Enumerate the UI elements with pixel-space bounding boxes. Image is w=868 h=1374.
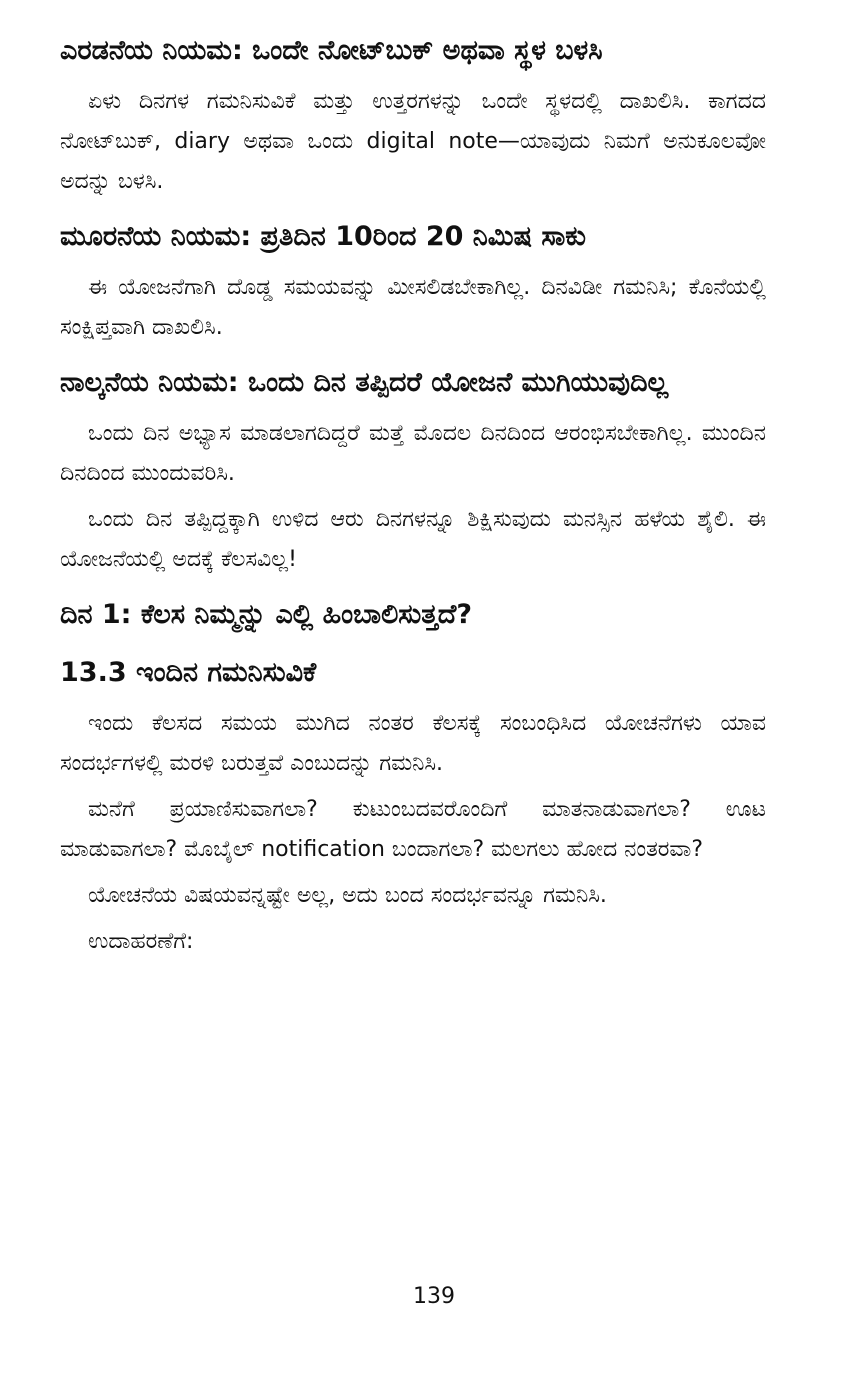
section-13-3 xyxy=(60,650,766,962)
section-heading: ದಿನ 1: ಕೆಲಸ ನಿಮ್ಮನ್ನು ಎಲ್ಲಿ ಹಿಂಬಾಲಿಸುತ್ತದೆ? xyxy=(60,599,472,630)
section-heading: 13.3 ಇಂದಿನ ಗಮನಿಸುವಿಕೆ xyxy=(60,657,317,688)
page-content xyxy=(60,28,766,974)
section-rule-four xyxy=(60,360,766,580)
paragraph: ಈ ಯೋಜನೆಗಾಗಿ ದೊಡ್ಡ ಸಮಯವನ್ನು ಮೀಸಲಿಡಬೇಕಾಗಿಲ್ಲ. ದಿನವಿಡೀ ಗಮನಿಸಿ; ಕೊನೆಯಲ್ಲಿ ಸಂಕ್ಷಿಪ್ತವಾಗಿ ದಾಖಲಿಸಿ. xyxy=(60,275,766,340)
paragraph: ಉದಾಹರಣೆಗೆ: xyxy=(88,929,194,954)
section-rule-two xyxy=(60,28,766,202)
paragraph: ಮನೆಗೆ ಪ್ರಯಾಣಿಸುವಾಗಲಾ? ಕುಟುಂಬದವರೊಂದಿಗೆ ಮಾತನಾಡುವಾಗಲಾ? ಊಟ ಮಾಡುವಾಗಲಾ? ಮೊಬೈಲ್ notification ಬಂದಾಗಲಾ? ಮಲಗಲು ಹೋದ ನಂತರವಾ? xyxy=(60,797,766,862)
paragraph: ಯೋಚನೆಯ ವಿಷಯವನ್ನಷ್ಟೇ ಅಲ್ಲ, ಅದು ಬಂದ ಸಂದರ್ಭವನ್ನೂ ಗಮನಿಸಿ. xyxy=(88,883,607,908)
section-heading: ನಾಲ್ಕನೆಯ ನಿಯಮ: ಒಂದು ದಿನ ತಪ್ಪಿದರೆ ಯೋಜನೆ ಮುಗಿಯುವುದಿಲ್ಲ xyxy=(60,367,669,398)
section-heading: ಎರಡನೆಯ ನಿಯಮ: ಒಂದೇ ನೋಟ್‌ಬುಕ್ ಅಥವಾ ಸ್ಥಳ ಬಳಸಿ xyxy=(60,35,603,66)
section-day-one xyxy=(60,592,766,638)
section-rule-three xyxy=(60,214,766,348)
paragraph: ಇಂದು ಕೆಲಸದ ಸಮಯ ಮುಗಿದ ನಂತರ ಕೆಲಸಕ್ಕೆ ಸಂಬಂಧಿಸಿದ ಯೋಚನೆಗಳು ಯಾವ ಸಂದರ್ಭಗಳಲ್ಲಿ ಮರಳಿ ಬರುತ್ತವೆ ಎಂಬುದನ್ನು ಗಮನಿಸಿ. xyxy=(60,711,766,776)
paragraph: ಏಳು ದಿನಗಳ ಗಮನಿಸುವಿಕೆ ಮತ್ತು ಉತ್ತರಗಳನ್ನು ಒಂದೇ ಸ್ಥಳದಲ್ಲಿ ದಾಖಲಿಸಿ. ಕಾಗದದ ನೋಟ್‌ಬುಕ್, diary ಅಥವಾ ಒಂದು digital note—ಯಾವುದು ನಿಮಗೆ ಅನುಕೂಲವೋ ಅದನ್ನು ಬಳಸಿ. xyxy=(60,89,766,194)
section-heading: ಮೂರನೆಯ ನಿಯಮ: ಪ್ರತಿದಿನ 10ರಿಂದ 20 ನಿಮಿಷ ಸಾಕು xyxy=(60,221,586,252)
page-number: 139 xyxy=(413,1284,455,1309)
paragraph: ಒಂದು ದಿನ ತಪ್ಪಿದ್ದಕ್ಕಾಗಿ ಉಳಿದ ಆರು ದಿನಗಳನ್ನೂ ಶಿಕ್ಷಿಸುವುದು ಮನಸ್ಸಿನ ಹಳೆಯ ಶೈಲಿ. ಈ ಯೋಜನೆಯಲ್ಲಿ ಅದಕ್ಕೆ ಕೆಲಸವಿಲ್ಲ! xyxy=(60,507,766,572)
paragraph: ಒಂದು ದಿನ ಅಭ್ಯಾಸ ಮಾಡಲಾಗದಿದ್ದರೆ ಮತ್ತೆ ಮೊದಲ ದಿನದಿಂದ ಆರಂಭಿಸಬೇಕಾಗಿಲ್ಲ. ಮುಂದಿನ ದಿನದಿಂದ ಮುಂದುವರಿಸಿ. xyxy=(60,421,766,486)
